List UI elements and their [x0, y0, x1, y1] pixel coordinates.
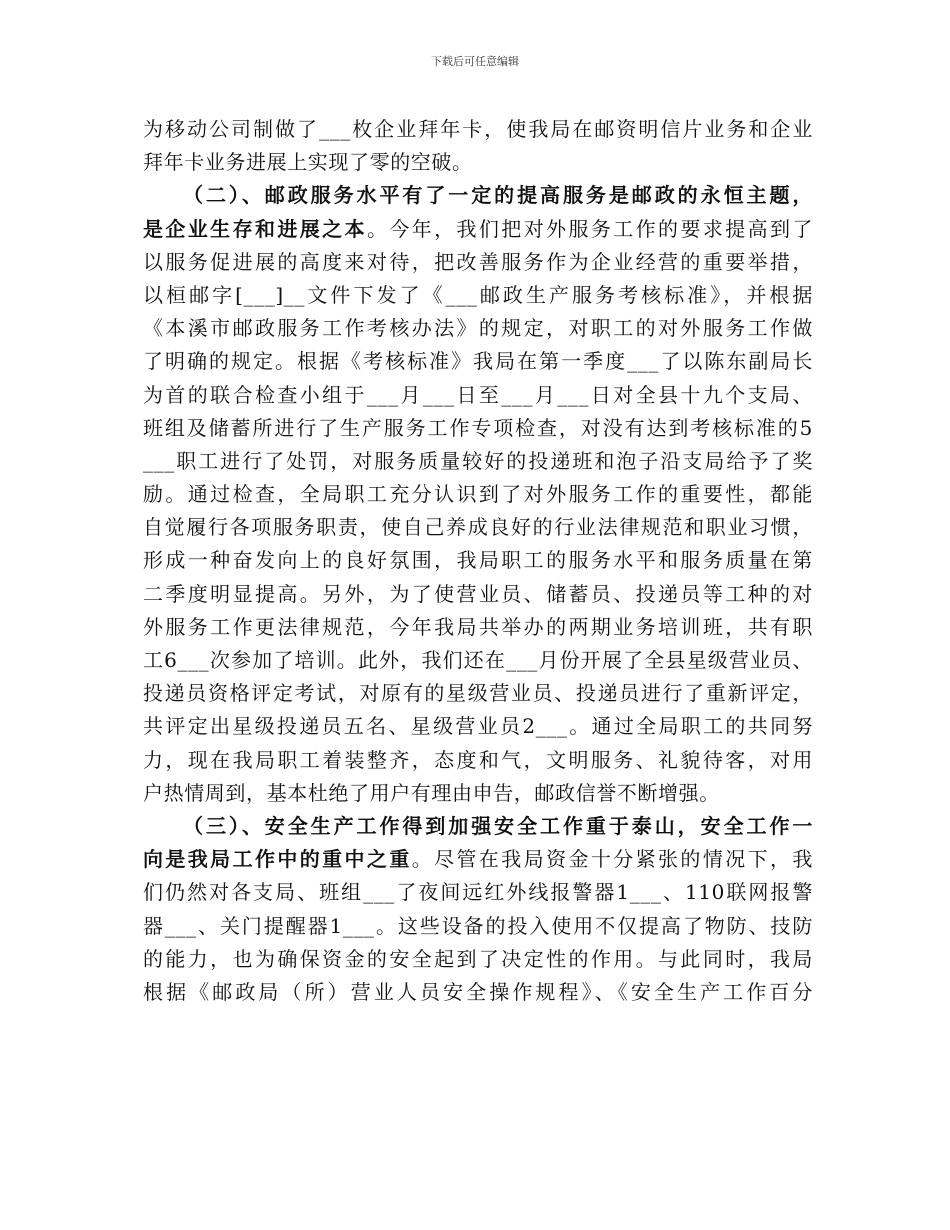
text-segment: 的能力，也为确保资金的安全起到了决定性的作用。与此同时，我局	[143, 946, 813, 971]
text-line	[143, 744, 813, 777]
text-line	[143, 179, 813, 212]
text-line	[143, 943, 813, 976]
text-line	[143, 976, 813, 1009]
text-line	[143, 544, 813, 577]
bold-text-segment: （三）、安全生产工作得到加强安全工作重于泰山，安全工作一	[183, 813, 813, 838]
text-line	[143, 710, 813, 743]
text-segment: 励。通过检查，全局职工充分认识到了对外服务工作的重要性，都能	[143, 482, 813, 507]
text-line	[143, 511, 813, 544]
text-line	[143, 146, 813, 179]
text-segment: 二季度明显提高。另外，为了使营业员、储蓄员、投递员等工种的对	[143, 581, 813, 606]
text-segment: 形成一种奋发向上的良好氛围，我局职工的服务水平和服务质量在第	[143, 548, 813, 573]
text-line	[143, 578, 813, 611]
text-line	[143, 876, 813, 909]
text-segment: 自觉履行各项服务职责，使自己养成良好的行业法律规范和职业习惯，	[143, 515, 813, 540]
text-segment: 根据《邮政局（所）营业人员安全操作规程》、《安全生产工作百分	[143, 979, 813, 1004]
text-segment: 以服务促进展的高度来对待，把改善服务作为企业经营的重要举措，	[143, 249, 813, 274]
text-segment: 户热情周到，基本杜绝了用户有理由申告，邮政信誉不断增强。	[143, 780, 720, 805]
text-segment: 为首的联合检查小组于___月___日至___月___日对全县十九个支局、	[143, 382, 813, 407]
text-segment: 以桓邮字[___]__文件下发了《___邮政生产服务考核标准》，并根据	[143, 282, 813, 307]
document-body	[143, 113, 813, 1009]
text-segment: 拜年卡业务进展上实现了零的空破。	[143, 150, 473, 175]
text-segment: ___职工进行了处罚，对服务质量较好的投递班和泡子沿支局给予了奖	[143, 448, 813, 473]
bold-text-segment: 是企业生存和进展之本	[143, 216, 367, 241]
text-line	[143, 113, 813, 146]
bold-text-segment: （二）、邮政服务水平有了一定的提高服务是邮政的永恒主题，	[183, 183, 813, 208]
text-line	[143, 213, 813, 246]
text-line	[143, 677, 813, 710]
text-segment: 们仍然对各支局、班组___了夜间远红外线报警器1___、110联网报警	[143, 880, 813, 905]
text-segment: 外服务工作更法律规范，今年我局共举办的两期业务培训班，共有职	[143, 614, 813, 639]
page-header: 下载后可任意编辑	[431, 55, 519, 68]
text-segment: 共评定出星级投递员五名、星级营业员2___。通过全局职工的共同努	[143, 714, 813, 739]
text-segment: 器___、关门提醒器1___。这些设备的投入使用不仅提高了物防、技防	[143, 913, 813, 938]
text-line	[143, 478, 813, 511]
text-segment: 投递员资格评定考试，对原有的星级营业员、投递员进行了重新评定，	[143, 681, 813, 706]
text-segment: 班组及储蓄所进行了生产服务工作专项检查，对没有达到考核标准的5	[143, 415, 813, 440]
text-line	[143, 445, 813, 478]
text-line	[143, 279, 813, 312]
text-line	[143, 843, 813, 876]
text-segment: 。今年，我们把对外服务工作的要求提高到了	[366, 216, 814, 241]
bold-text-segment: 向是我局工作中的重中之重	[143, 847, 412, 872]
text-segment: 为移动公司制做了___枚企业拜年卡，使我局在邮资明信片业务和企业	[143, 117, 813, 141]
text-line	[143, 379, 813, 412]
text-line	[143, 777, 813, 810]
text-segment: 。尽管在我局资金十分紧张的情况下，我	[411, 847, 813, 872]
text-segment: 力，现在我局职工着装整齐，态度和气，文明服务、礼貌待客，对用	[143, 747, 813, 772]
text-line	[143, 810, 813, 843]
text-line	[143, 312, 813, 345]
text-line	[143, 611, 813, 644]
text-line	[143, 644, 813, 677]
text-segment: 工6___次参加了培训。此外，我们还在___月份开展了全县星级营业员、	[143, 648, 813, 672]
text-line	[143, 412, 813, 445]
text-line	[143, 246, 813, 279]
text-segment: 《本溪市邮政服务工作考核办法》的规定，对职工的对外服务工作做	[143, 316, 813, 341]
text-line	[143, 345, 813, 378]
text-line	[143, 910, 813, 943]
text-segment: 了明确的规定。根据《考核标准》我局在第一季度___了以陈东副局长	[143, 349, 813, 374]
